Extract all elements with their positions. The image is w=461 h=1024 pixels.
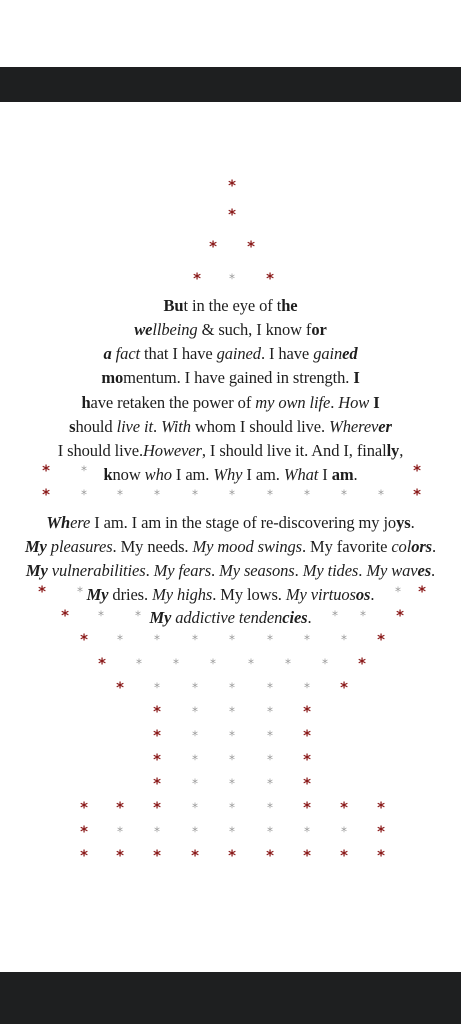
star-ornament: * bbox=[153, 702, 161, 721]
poem-run: My bbox=[25, 561, 48, 580]
star-ornament: * bbox=[229, 728, 235, 743]
poem-run: or bbox=[311, 320, 327, 339]
star-ornament: * bbox=[341, 824, 347, 839]
star-ornament: * bbox=[42, 485, 50, 504]
poem-run: gain bbox=[313, 344, 343, 363]
star-ornament: * bbox=[154, 487, 160, 502]
star-ornament: * bbox=[229, 271, 235, 286]
star-ornament: * bbox=[229, 800, 235, 815]
poem-run: . bbox=[330, 393, 339, 412]
star-ornament: * bbox=[192, 776, 198, 791]
poem-run: . bbox=[153, 417, 162, 436]
poem-run: my own life bbox=[255, 393, 331, 412]
poem-run: . bbox=[370, 585, 375, 604]
poem-line bbox=[0, 417, 461, 437]
star-ornament: * bbox=[192, 752, 198, 767]
poem-run: I bbox=[318, 465, 332, 484]
star-ornament: * bbox=[248, 656, 254, 671]
poem-run: who bbox=[144, 465, 172, 484]
poem-run: t in the eye of t bbox=[183, 296, 282, 315]
poem-line bbox=[0, 513, 461, 533]
poem-run: My tides bbox=[302, 561, 359, 580]
star-ornament: * bbox=[153, 846, 161, 865]
poem-run: What bbox=[283, 465, 319, 484]
poem-run: My bbox=[24, 537, 47, 556]
star-ornament: * bbox=[303, 750, 311, 769]
poem-run: However bbox=[142, 441, 202, 460]
star-ornament: * bbox=[303, 798, 311, 817]
poem-run: My bbox=[149, 608, 172, 627]
poem-run: I am. I am in the stage of re-discovering my jo bbox=[90, 513, 397, 532]
poem-run: gained bbox=[216, 344, 261, 363]
star-ornament: * bbox=[377, 846, 385, 865]
poem-run: How bbox=[338, 393, 370, 412]
poem-run: dries. bbox=[108, 585, 153, 604]
poem-run: cies bbox=[282, 608, 308, 627]
poem-run: . bbox=[145, 561, 154, 580]
star-ornament: * bbox=[117, 487, 123, 502]
poem-run: col bbox=[391, 537, 412, 556]
star-ornament: * bbox=[285, 656, 291, 671]
star-ornament: * bbox=[303, 726, 311, 745]
poem-run: Why bbox=[213, 465, 243, 484]
poem-line bbox=[0, 582, 461, 605]
star-ornament: * bbox=[193, 269, 201, 288]
poem-run: fact bbox=[111, 344, 141, 363]
star-ornament: * bbox=[340, 798, 348, 817]
star-ornament: * bbox=[136, 656, 142, 671]
star-ornament: * bbox=[154, 824, 160, 839]
poem-run: h bbox=[81, 393, 91, 412]
star-ornament: * bbox=[303, 846, 311, 865]
star-ornament: * bbox=[267, 487, 273, 502]
star-ornament: * bbox=[267, 776, 273, 791]
star-ornament: * bbox=[413, 485, 421, 504]
star-ornament: * bbox=[340, 678, 348, 697]
star-ornament: * bbox=[116, 678, 124, 697]
poem-run: My fears bbox=[153, 561, 212, 580]
poem-run: . bbox=[294, 561, 303, 580]
star-ornament: * bbox=[267, 632, 273, 647]
star-ornament: * bbox=[192, 632, 198, 647]
poem-line bbox=[0, 537, 461, 557]
star-ornament: * bbox=[81, 463, 87, 478]
star-ornament: * bbox=[192, 728, 198, 743]
star-ornament: * bbox=[229, 824, 235, 839]
star-ornament: * bbox=[418, 582, 426, 601]
poem-run: . bbox=[410, 513, 415, 532]
star-ornament: * bbox=[229, 680, 235, 695]
star-ornament: * bbox=[304, 824, 310, 839]
star-ornament: * bbox=[340, 846, 348, 865]
poem-run: k bbox=[103, 465, 113, 484]
star-ornament: * bbox=[228, 846, 236, 865]
star-ornament: * bbox=[61, 606, 69, 625]
poem-run: mentum. I have gained in strength. bbox=[123, 368, 354, 387]
poem-run: . My needs. bbox=[112, 537, 193, 556]
poem-run: whom I should live. bbox=[190, 417, 330, 436]
poem-run: he bbox=[281, 296, 298, 315]
poem-run: mo bbox=[101, 368, 124, 387]
star-ornament: * bbox=[153, 726, 161, 745]
star-ornament: * bbox=[229, 632, 235, 647]
poem-run: ed bbox=[342, 344, 358, 363]
star-ornament: * bbox=[247, 237, 255, 256]
poem-run: . I have bbox=[260, 344, 314, 363]
star-ornament: * bbox=[153, 750, 161, 769]
star-ornament: * bbox=[229, 487, 235, 502]
star-ornament: * bbox=[322, 656, 328, 671]
star-ornament: * bbox=[117, 632, 123, 647]
star-ornament: * bbox=[80, 846, 88, 865]
poem-run: am bbox=[331, 465, 354, 484]
star-ornament: * bbox=[229, 704, 235, 719]
star-ornament: * bbox=[377, 822, 385, 841]
star-ornament: * bbox=[80, 630, 88, 649]
poem-run: My highs bbox=[152, 585, 213, 604]
poem-run: I bbox=[353, 368, 360, 387]
star-ornament: * bbox=[173, 656, 179, 671]
poem-run: ors bbox=[411, 537, 432, 556]
poem-run: I bbox=[373, 393, 380, 412]
star-ornament: * bbox=[117, 824, 123, 839]
star-ornament: * bbox=[267, 752, 273, 767]
poem-run: I am. bbox=[242, 465, 284, 484]
poem-run: My virtuos bbox=[285, 585, 356, 604]
poem-run: . bbox=[431, 537, 437, 556]
poem-run: Bu bbox=[163, 296, 184, 315]
poem-line bbox=[0, 368, 461, 388]
poem-run: , bbox=[399, 441, 404, 460]
star-ornament: * bbox=[191, 846, 199, 865]
poem-line bbox=[0, 344, 461, 364]
star-ornament: * bbox=[135, 608, 141, 623]
star-ornament: * bbox=[377, 798, 385, 817]
poem-run: ere bbox=[70, 513, 91, 532]
poem-line bbox=[0, 296, 461, 316]
star-ornament: * bbox=[210, 656, 216, 671]
poem-run: that I have bbox=[140, 344, 217, 363]
star-ornament: * bbox=[81, 487, 87, 502]
star-ornament: * bbox=[228, 205, 236, 224]
poem-run: er bbox=[378, 417, 392, 436]
star-ornament: * bbox=[267, 704, 273, 719]
poem-run: . My favorite bbox=[302, 537, 392, 556]
star-ornament: * bbox=[80, 822, 88, 841]
star-ornament: * bbox=[360, 608, 366, 623]
star-ornament: * bbox=[304, 680, 310, 695]
star-ornament: * bbox=[42, 461, 50, 480]
star-ornament: * bbox=[267, 824, 273, 839]
star-ornament: * bbox=[303, 774, 311, 793]
poem-run: ys bbox=[396, 513, 411, 532]
star-ornament: * bbox=[98, 654, 106, 673]
poem-line bbox=[0, 608, 461, 628]
star-ornament: * bbox=[209, 237, 217, 256]
poem-run: . bbox=[431, 561, 436, 580]
poem-line bbox=[0, 441, 461, 461]
star-ornament: * bbox=[358, 654, 366, 673]
poem-run: live it bbox=[116, 417, 154, 436]
poem-run: My seasons bbox=[219, 561, 295, 580]
star-ornament: * bbox=[77, 584, 83, 599]
poem-run: llbeing bbox=[152, 320, 198, 339]
star-ornament: * bbox=[413, 461, 421, 480]
star-ornament: * bbox=[116, 798, 124, 817]
star-ornament: * bbox=[303, 702, 311, 721]
poem-run: I am. bbox=[171, 465, 214, 484]
poem-run: My wav bbox=[366, 561, 418, 580]
poem-run: . My lows. bbox=[212, 585, 286, 604]
poem-run: I should live. bbox=[57, 441, 143, 460]
poem-run: ly bbox=[386, 441, 400, 460]
star-ornament: * bbox=[267, 680, 273, 695]
star-ornament: * bbox=[229, 776, 235, 791]
star-ornament: * bbox=[154, 632, 160, 647]
star-ornament: * bbox=[116, 846, 124, 865]
star-ornament: * bbox=[267, 800, 273, 815]
star-ornament: * bbox=[304, 487, 310, 502]
poem-line bbox=[0, 461, 461, 485]
poem-run: a bbox=[103, 344, 112, 363]
poem-run: hould bbox=[75, 417, 117, 436]
poem-run: My bbox=[86, 585, 109, 604]
star-ornament: * bbox=[192, 704, 198, 719]
star-ornament: * bbox=[98, 608, 104, 623]
star-ornament: * bbox=[153, 798, 161, 817]
poem-run: vulnerabilities bbox=[47, 561, 146, 580]
star-ornament: * bbox=[228, 176, 236, 195]
poem-run: Wherev bbox=[329, 417, 379, 436]
star-ornament: * bbox=[192, 800, 198, 815]
star-ornament: * bbox=[377, 630, 385, 649]
poem-run: & such, I know f bbox=[197, 320, 312, 339]
star-ornament: * bbox=[38, 582, 46, 601]
poem-run: . bbox=[211, 561, 220, 580]
star-ornament: * bbox=[229, 752, 235, 767]
star-ornament: * bbox=[396, 606, 404, 625]
star-ornament: * bbox=[266, 846, 274, 865]
star-ornament: * bbox=[395, 584, 401, 599]
poem-run: With bbox=[161, 417, 191, 436]
star-ornament: * bbox=[192, 487, 198, 502]
poem-run: . bbox=[353, 465, 358, 484]
poem-line bbox=[0, 561, 461, 581]
poem-run: we bbox=[134, 320, 153, 339]
poem-run: pleasures bbox=[46, 537, 113, 556]
poem-run: , I should live it. And I, final bbox=[201, 441, 387, 460]
star-ornament: * bbox=[154, 680, 160, 695]
poem-run: . bbox=[358, 561, 367, 580]
star-ornament: * bbox=[341, 487, 347, 502]
star-ornament: * bbox=[192, 680, 198, 695]
star-ornament: * bbox=[192, 824, 198, 839]
poem-line bbox=[0, 320, 461, 340]
poem-run: os bbox=[355, 585, 371, 604]
star-ornament: * bbox=[267, 728, 273, 743]
poem-run: addictive tenden bbox=[171, 608, 283, 627]
poem-line bbox=[0, 393, 461, 413]
poem-run: now bbox=[112, 465, 145, 484]
poem-run: My mood swings bbox=[192, 537, 302, 556]
poem-run: Wh bbox=[46, 513, 71, 532]
star-ornament: * bbox=[153, 774, 161, 793]
star-ornament: * bbox=[80, 798, 88, 817]
poem-run: ave retaken the power of bbox=[90, 393, 256, 412]
poem-run: . bbox=[307, 608, 312, 627]
poem-run: s bbox=[69, 417, 76, 436]
star-ornament: * bbox=[341, 632, 347, 647]
star-ornament: * bbox=[304, 632, 310, 647]
poem-run: es bbox=[417, 561, 432, 580]
star-ornament: * bbox=[378, 487, 384, 502]
star-ornament: * bbox=[332, 608, 338, 623]
star-ornament: * bbox=[266, 269, 274, 288]
